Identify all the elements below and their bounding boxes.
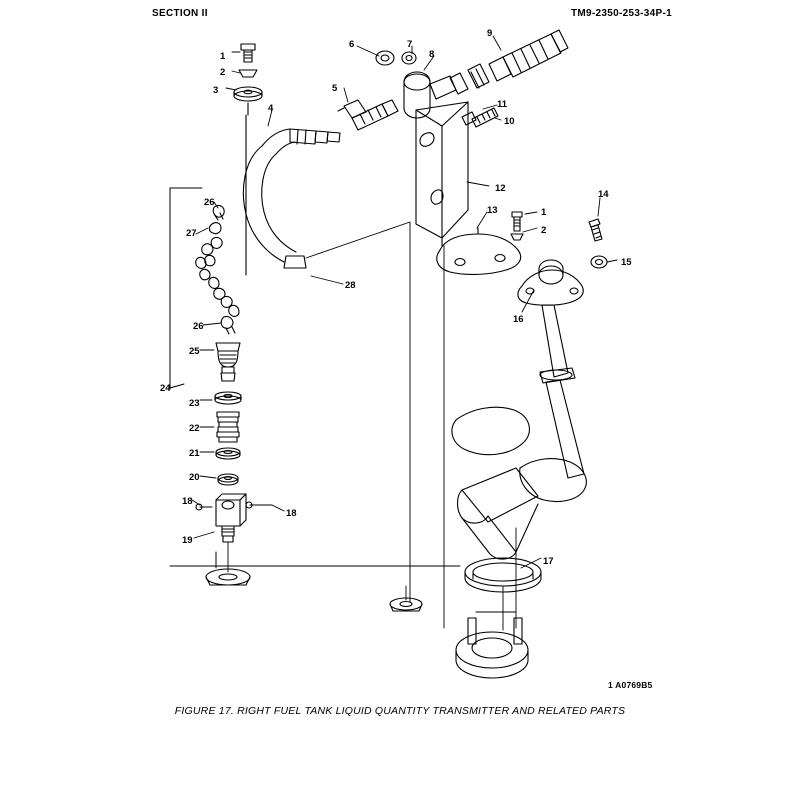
callout-number: 11 [497, 99, 508, 110]
callout-number: 15 [621, 257, 632, 268]
callout-number: 24 [160, 383, 171, 394]
part-washer-21 [216, 448, 240, 459]
part-mounting-plate-13 [437, 228, 521, 274]
callout-number: 14 [598, 189, 609, 200]
callout-number: 13 [487, 205, 498, 216]
callout-number: 18 [182, 496, 193, 507]
callout-number: 28 [345, 280, 356, 291]
callout-number: 26 [193, 321, 204, 332]
callout-number: 2 [220, 67, 226, 78]
part-washer-23 [215, 392, 241, 404]
figure-caption: FIGURE 17. RIGHT FUEL TANK LIQUID QUANTITY TRANSMITTER AND RELATED PARTS [174, 705, 626, 717]
callout-number: 2 [541, 225, 547, 236]
part-screw-14 [589, 219, 602, 241]
part-nut-6 [376, 51, 394, 65]
part-pin-18-right [246, 502, 272, 508]
part-valve-body-19 [216, 494, 246, 542]
drawing-number: 1 A0769B5 [608, 680, 653, 690]
part-chain-27 [196, 223, 239, 317]
callout-number: 22 [189, 423, 200, 434]
part-bracket-12 [416, 102, 468, 246]
callout-number: 16 [513, 314, 524, 325]
part-washer-20 [218, 474, 238, 485]
part-screw-13b [511, 212, 523, 240]
callout-number: 19 [182, 535, 193, 546]
part-cap-25 [216, 343, 240, 381]
callout-leaders [192, 36, 617, 568]
callout-number: 1 [541, 207, 547, 218]
callout-number: 21 [189, 448, 200, 459]
part-nut-15 [591, 256, 607, 268]
callout-number: 4 [268, 103, 274, 114]
part-transmitter-16 [452, 260, 586, 559]
callout-number: 10 [504, 116, 515, 127]
callout-number: 1 [220, 51, 226, 62]
part-pin-18-left [196, 504, 212, 510]
callout-number: 18 [286, 508, 297, 519]
part-fitting-5 [338, 100, 398, 130]
callout-number: 17 [543, 556, 554, 567]
callout-number: 3 [213, 85, 219, 96]
part-washer-2 [239, 70, 257, 77]
part-washer-3 [234, 87, 262, 101]
callout-number: 20 [189, 472, 200, 483]
callout-number: 25 [189, 346, 200, 357]
part-chain-link-26-upper [213, 205, 224, 220]
callout-number: 23 [189, 398, 200, 409]
callout-number: 26 [204, 197, 215, 208]
callout-number: 8 [429, 49, 435, 60]
callout-number: 12 [495, 183, 506, 194]
callout-number: 6 [349, 39, 355, 50]
part-spring-22 [217, 412, 239, 442]
part-chain-link-26-lower [221, 316, 235, 334]
callout-number: 7 [407, 39, 413, 50]
part-tube-assembly-9 [450, 30, 568, 94]
callout-number: 9 [487, 28, 493, 39]
callout-number: 27 [186, 228, 197, 239]
part-washer-7 [402, 52, 416, 64]
section-header-left: SECTION II [152, 8, 208, 19]
part-hose-assembly-4 [243, 129, 340, 268]
callout-number: 5 [332, 83, 338, 94]
technical-manual-number: TM9-2350-253-34P-1 [570, 8, 672, 19]
part-screw-10 [462, 108, 498, 127]
part-tank-fitting-bottom [456, 612, 528, 678]
part-elbow-8 [404, 72, 456, 118]
part-screw-1 [241, 44, 255, 62]
